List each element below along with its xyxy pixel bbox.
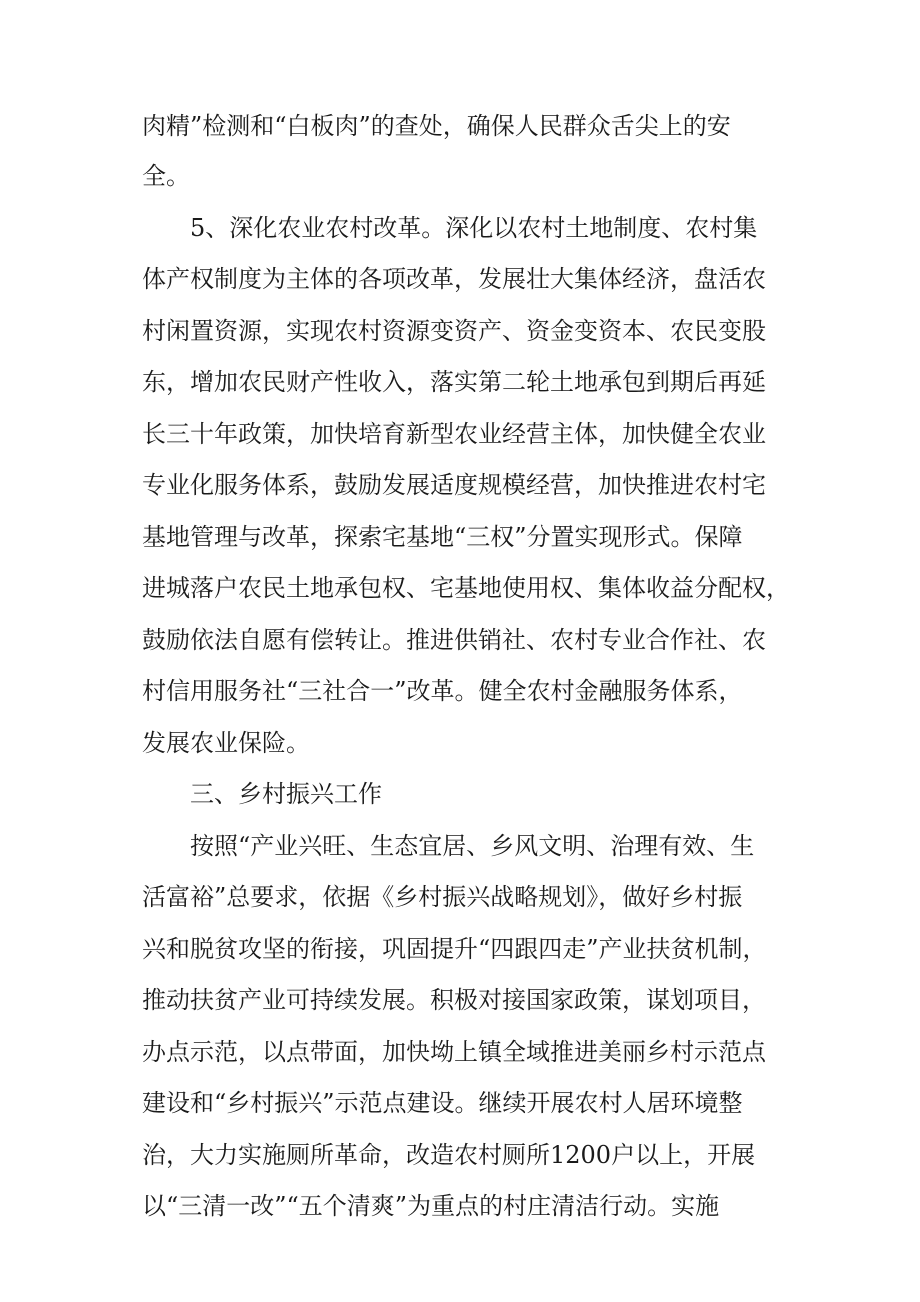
text-line: 专业化服务体系，鼓励发展适度规模经营，加快推进农村宅 [142,471,766,499]
text-line: 治，大力实施厕所革命，改造农村厕所1200户以上，开展 [142,1141,756,1169]
text-line: 活富裕”总要求，依据《乡村振兴战略规划》，做好乡村振 [142,883,743,911]
text-line: 全。 [142,162,190,190]
text-line: 鼓励依法自愿有偿转让。推进供销社、农村专业合作社、农 [142,626,766,654]
text-line: 建设和“乡村振兴”示范点建设。继续开展农村人居环境整 [142,1089,743,1117]
text-line: 肉精”检测和“白板肉”的查处，确保人民群众舌尖上的安 [142,112,731,140]
text-line: 进城落户农民土地承包权、宅基地使用权、集体收益分配权， [142,574,790,602]
text-line: 办点示范，以点带面，加快坳上镇全域推进美丽乡村示范点 [142,1038,766,1066]
text-line: 基地管理与改革，探索宅基地“三权”分置实现形式。保障 [142,523,743,551]
text-line: 村闲置资源，实现农村资源变资产、资金变资本、农民变股 [142,317,766,345]
text-line: 兴和脱贫攻坚的衔接，巩固提升“四跟四走”产业扶贫机制， [142,935,767,963]
text-line: 长三十年政策，加快培育新型农业经营主体，加快健全农业 [142,420,766,448]
text-line: 以“三清一改”“五个清爽”为重点的村庄清洁行动。实施 [142,1192,720,1220]
text-line: 推动扶贫产业可持续发展。积极对接国家政策，谋划项目， [142,986,766,1014]
text-line: 体产权制度为主体的各项改革，发展壮大集体经济，盘活农 [142,265,766,293]
paragraph-start-line: 5、深化农业农村改革。深化以农村土地制度、农村集 [190,214,758,242]
section-heading: 三、乡村振兴工作 [190,780,382,808]
text-line: 东，增加农民财产性收入，落实第二轮土地承包到期后再延 [142,368,766,396]
text-line: 发展农业保险。 [142,729,310,757]
text-line: 村信用服务社“三社合一”改革。健全农村金融服务体系， [142,677,743,705]
paragraph-start-line: 按照“产业兴旺、生态宜居、乡风文明、治理有效、生 [190,832,755,860]
